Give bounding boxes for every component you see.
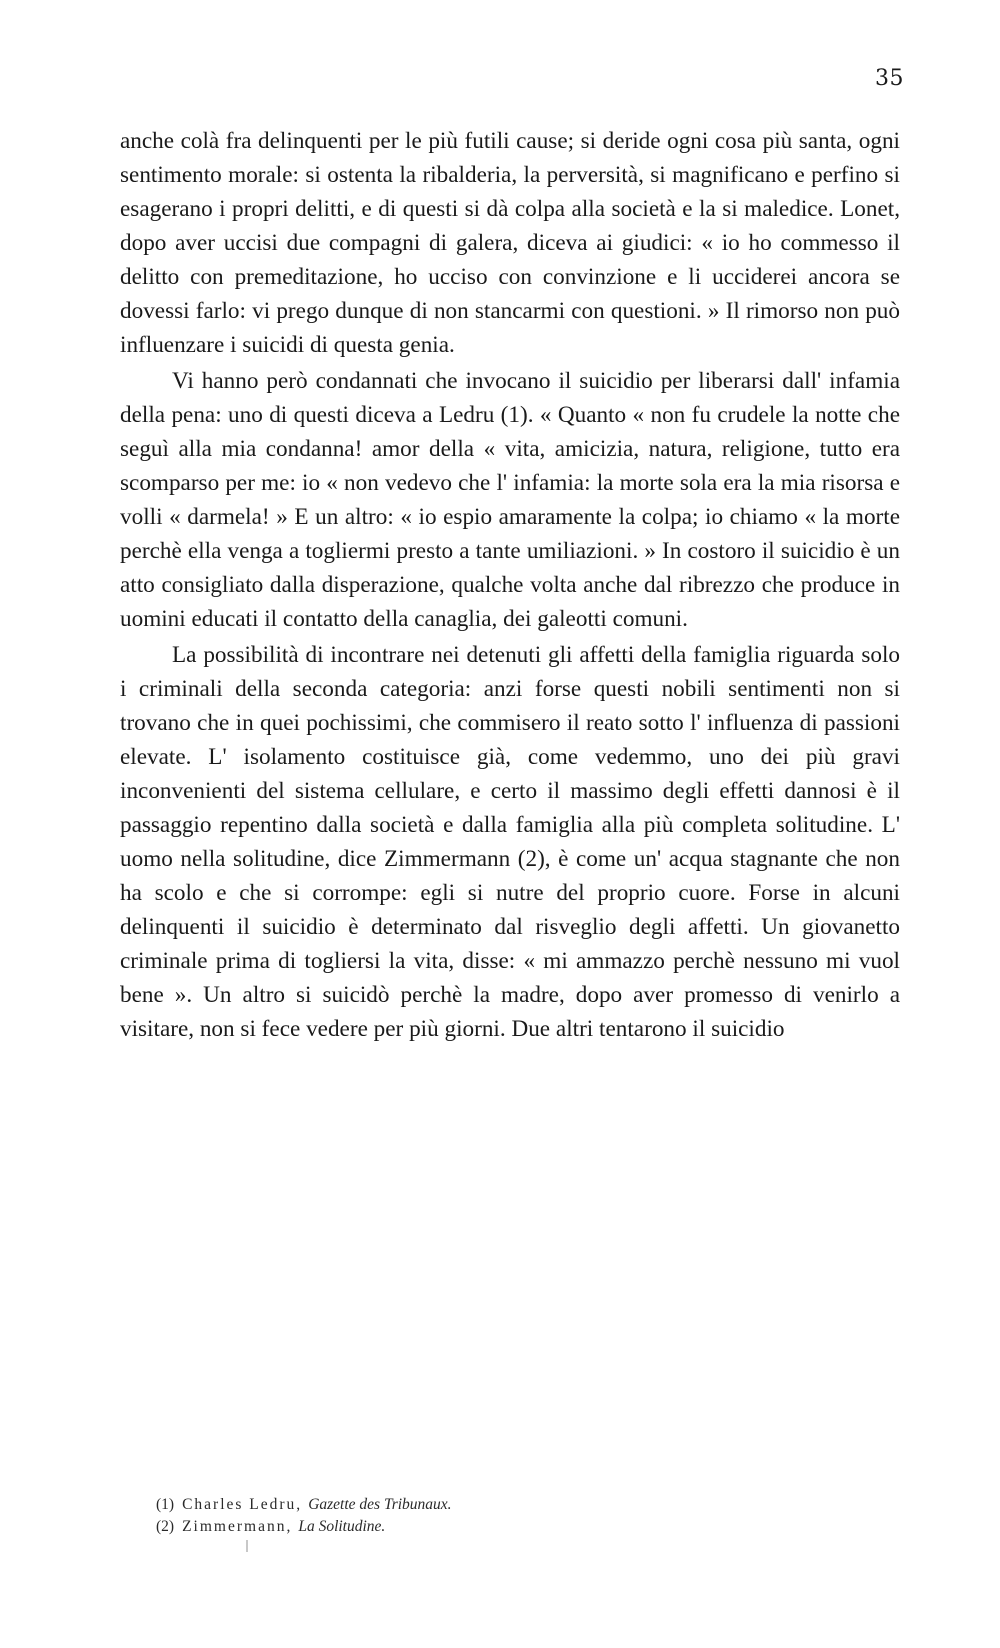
footnotes <box>156 1494 856 1538</box>
footnote-marker: (2) <box>156 1518 175 1535</box>
footnote-marker: (1) <box>156 1496 175 1513</box>
footnote-title: Gazette des Tribunaux. <box>308 1496 452 1513</box>
footnote-2 <box>156 1516 856 1538</box>
footnote-author: Zimmermann, <box>182 1518 293 1535</box>
footnote-title: La Solitudine. <box>298 1518 386 1535</box>
footnote-1 <box>156 1494 856 1516</box>
scan-speck <box>246 1540 248 1552</box>
footnote-author: Charles Ledru, <box>182 1496 303 1513</box>
paragraph-3: La possibilità di incontrare nei detenuti gli affetti della famiglia riguarda solo i criminali della seconda categoria: anzi forse questi nobili sentimenti non si trovano che in quei pochissimi, che commisero il reato sotto l' influenza di passioni elevate. L' isolamento costituisce già, come vedemmo, uno dei più gravi inconvenienti del sistema cellulare, e certo il massimo degli effetti dannosi è il passaggio repentino dalla società e dalla famiglia alla più completa solitudine. L' uomo nella solitudine, dice Zimmermann (2), è come un' acqua stagnante che non ha scolo e che si corrompe: egli si nutre del proprio cuore. Forse in alcuni delinquenti il suicidio è determinato dal risveglio degli affetti. Un giovanetto criminale prima di togliersi la vita, disse: « mi ammazzo perchè nessuno mi vuol bene ». Un altro si suicidò perchè la madre, dopo aver promesso di venirlo a visitare, non si fece vedere per più giorni. Due altri tentarono il suicidio <box>120 642 900 1042</box>
page-number: 35 <box>875 66 904 91</box>
body-text <box>120 124 900 1046</box>
paragraph-2: Vi hanno però condannati che invocano il suicidio per liberarsi dall' infamia della pena: uno di questi diceva a Ledru (1). « Quanto « non fu crudele la notte che seguì alla mia condanna! amor della « vita, amicizia, natura, religione, tutto era scomparso per me: io « non vedevo che l' infamia: la morte sola era la mia risorsa e volli « darmela! » E un altro: « io espio amaramente la colpa; io chiamo « la morte perchè ella venga a togliermi presto a tante umiliazioni. » In costoro il suicidio è un atto consigliato dalla disperazione, qualche volta anche dal ribrezzo che produce in uomini educati il contatto della canaglia, dei galeotti comuni. <box>120 368 900 632</box>
paragraph-1: anche colà fra delinquenti per le più futili cause; si deride ogni cosa più santa, ogni sentimento morale: si ostenta la ribalderia, la perversità, si magnificano e perfino si esagerano i propri delitti, e di questi si dà colpa alla società e la si maledice. Lonet, dopo aver uccisi due compagni di galera, diceva ai giudici: « io ho commesso il delitto con premeditazione, ho ucciso con convinzione e li ucciderei ancora se dovessi farlo: vi prego dunque di non stancarmi con questioni. » Il rimorso non può influenzare i suicidi di questa genia. <box>120 128 900 358</box>
